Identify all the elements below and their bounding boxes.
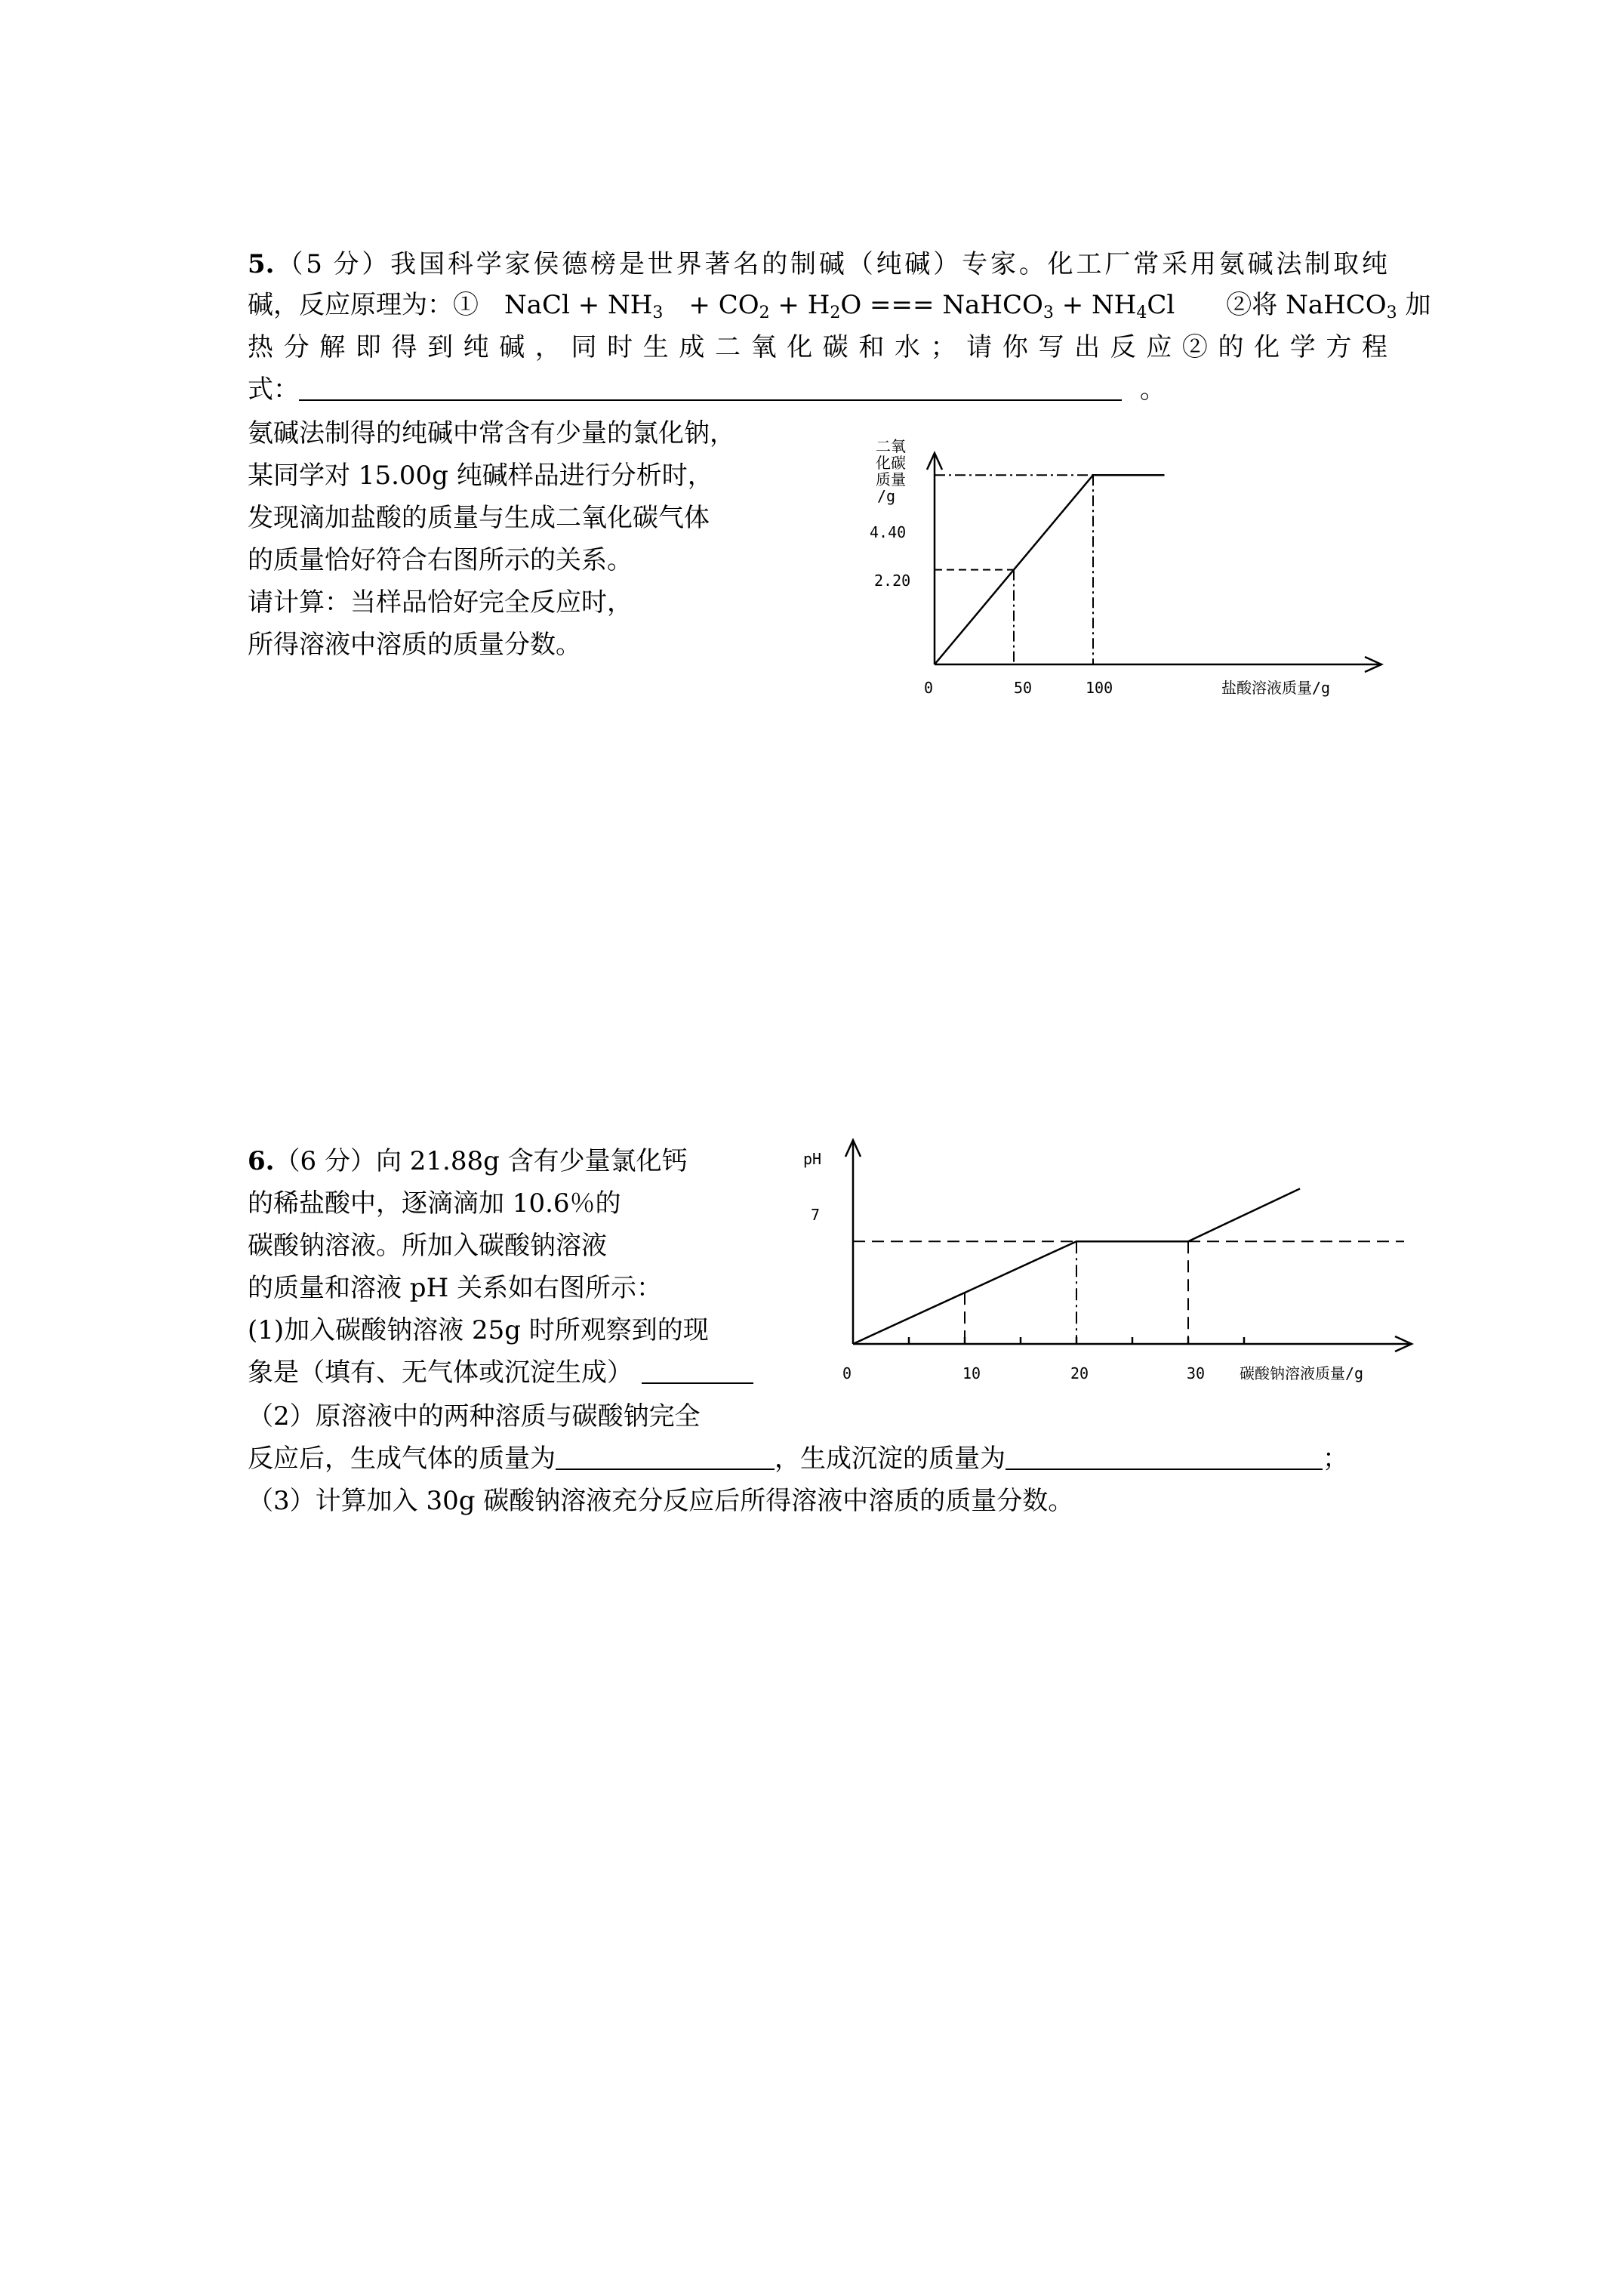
- q5-line-2: [248, 285, 1431, 325]
- q5-number: 5.: [248, 249, 275, 279]
- ph-y-tick-label: 7: [811, 1206, 821, 1224]
- q5-answer-blank[interactable]: [299, 374, 1122, 401]
- co2-y-tick-label: 2.20: [874, 572, 911, 590]
- q6-line-9: （3）计算加入 30g 碳酸钠溶液充分反应后所得溶液中溶质的质量分数。: [248, 1486, 1074, 1516]
- co2-y-label: 化碳: [876, 454, 906, 472]
- q6-line-6-text: 象是（填有、无气体或沉淀生成）: [248, 1358, 633, 1388]
- q6-gas-mass-blank[interactable]: [556, 1443, 775, 1470]
- q5-line-3: 热分解即得到纯碱，同时生成二氧化碳和水；请你写出反应②的化学方程: [248, 332, 1387, 362]
- ph-y-label: pH: [803, 1150, 822, 1168]
- co2-x-label: 盐酸溶液质量/g: [1221, 679, 1331, 697]
- q6-precipitate-mass-blank[interactable]: [1006, 1443, 1323, 1470]
- co2-x-tick-label: 50: [1014, 679, 1033, 697]
- q6-answer-blank-1[interactable]: [642, 1357, 753, 1384]
- q5-line-4: [248, 370, 1166, 409]
- q6-body-line: 的质量和溶液 pH 关系如右图所示：: [248, 1273, 663, 1303]
- q5-sub: 3: [1042, 304, 1054, 322]
- q5-eq-part: + NH: [1053, 290, 1137, 320]
- q5-sub: 4: [1136, 304, 1147, 322]
- q5-sub: 2: [830, 304, 841, 322]
- q5-eq-part: Cl ②将 NaHCO: [1147, 290, 1387, 320]
- q6-number: 6.: [248, 1146, 275, 1176]
- q5-sub: 2: [759, 304, 770, 322]
- co2-y-label: /g: [877, 487, 896, 505]
- q6-line-7: （2）原溶液中的两种溶质与碳酸钠完全: [248, 1401, 701, 1432]
- q6-line-6: [248, 1353, 753, 1392]
- q5-eq-part: 加: [1397, 290, 1431, 320]
- ph-chart: [793, 1125, 1434, 1397]
- q5-eq-part: + H: [769, 290, 830, 320]
- ph-x-ticks: [909, 1337, 1244, 1344]
- q5-body-line: 所得溶液中溶质的质量分数。: [248, 630, 581, 660]
- q5-eq-part: + CO: [663, 290, 759, 320]
- ph-x-tick-label: 0: [842, 1364, 852, 1382]
- co2-x-tick-label: 0: [924, 679, 934, 697]
- q6-line-8-a: 反应后，生成气体的质量为: [248, 1444, 556, 1474]
- ph-guides: [853, 1241, 1404, 1344]
- co2-chart-axes: [927, 453, 1381, 672]
- q5-body-line: 氨碱法制得的纯碱中常含有少量的氯化钠，: [248, 418, 735, 448]
- q6-line-8-b: ，生成沉淀的质量为: [775, 1444, 1006, 1474]
- q5-body-line: 某同学对 15.00g 纯碱样品进行分析时，: [248, 461, 713, 491]
- co2-y-tick-label: 4.40: [870, 523, 907, 541]
- q5-line-4-label: 式：: [248, 374, 299, 405]
- q5-line-4-end: 。: [1140, 374, 1166, 405]
- co2-y-label: 二氧: [876, 437, 906, 455]
- q6-line-1: [248, 1142, 688, 1181]
- q5-line-1-text: （5 分）我国科学家侯德榜是世界著名的制碱（纯碱）专家。化工厂常采用氨碱法制取纯: [274, 249, 1387, 279]
- q6-body-line: 的稀盐酸中，逐滴滴加 10.6％的: [248, 1188, 621, 1219]
- q5-body-line: 请计算：当样品恰好完全反应时，: [248, 587, 633, 618]
- q6-line-1-text: （6 分）向 21.88g 含有少量氯化钙: [274, 1146, 688, 1176]
- co2-x-tick-label: 100: [1086, 679, 1113, 697]
- q5-sub: 3: [1386, 304, 1397, 322]
- ph-chart-axes: [845, 1140, 1412, 1351]
- co2-series-line: [935, 475, 1165, 664]
- q5-line-1: [248, 245, 1387, 284]
- ph-x-tick-label: 10: [962, 1364, 981, 1382]
- co2-y-label: 质量: [876, 470, 906, 488]
- q5-eq-part: 碱，反应原理为：① NaCl + NH: [248, 290, 653, 320]
- ph-x-label: 碳酸钠溶液质量/g: [1240, 1364, 1364, 1382]
- q6-line-8-c: ；: [1323, 1444, 1348, 1474]
- ph-x-tick-label: 20: [1070, 1364, 1089, 1382]
- q6-line-8: [248, 1439, 1348, 1478]
- ph-x-tick-label: 30: [1187, 1364, 1206, 1382]
- q5-eq-part: O === NaHCO: [840, 290, 1043, 320]
- q5-body-line: 的质量恰好符合右图所示的关系。: [248, 545, 633, 575]
- q5-sub: 3: [652, 304, 664, 322]
- q6-body-line: (1)加入碳酸钠溶液 25g 时所观察到的现: [248, 1315, 709, 1345]
- co2-chart: [861, 430, 1404, 710]
- q5-body-line: 发现滴加盐酸的质量与生成二氧化碳气体: [248, 503, 710, 533]
- q6-body-line: 碳酸钠溶液。所加入碳酸钠溶液: [248, 1231, 607, 1261]
